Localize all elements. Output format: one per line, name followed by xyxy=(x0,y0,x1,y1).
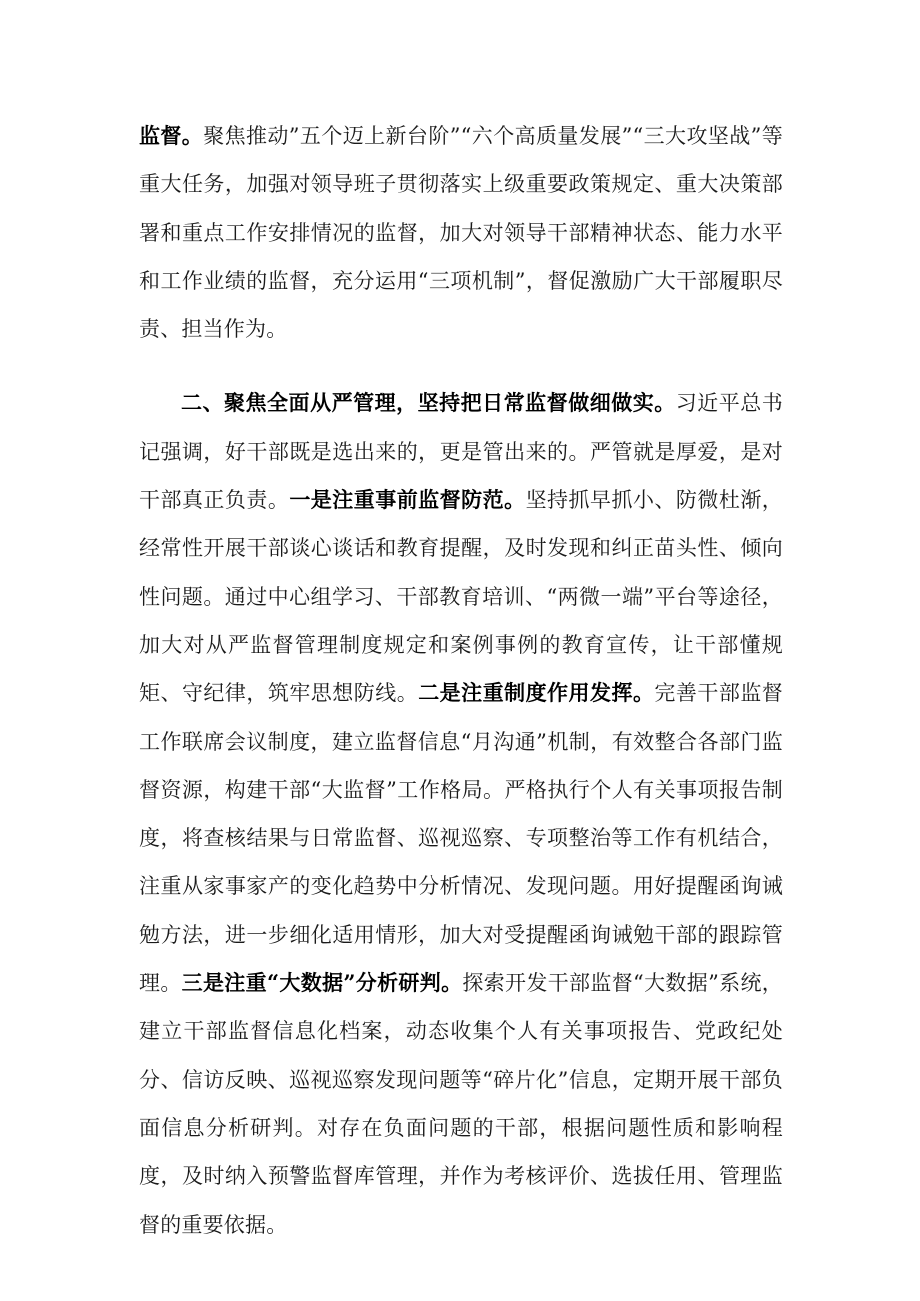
document-body xyxy=(139,112,783,1249)
paragraph-2-run-4: 坚持抓早抓小、防微杜渐，经常性开展干部谈心谈话和教育提醒，及时发现和纠正苗头性、倾向性问题。通过中心组学习、干部教育培训、“两微一端”平台等途径，加大对从严监督管理制度规定和案例事例的教育宣传，让干部懂规矩、守纪律，筑牢思想防线。 xyxy=(139,488,783,706)
paragraph-1-run-1: 监督。 xyxy=(139,123,204,148)
paragraph-1 xyxy=(139,112,783,353)
paragraph-2-run-8: 探索开发干部监督“大数据”系统，建立干部监督信息化档案，动态收集个人有关事项报告、党政纪处分、信访反映、巡视巡察发现问题等“碎片化”信息，定期开展干部负面信息分析研判。对存在负面问题的干部，根据问题性质和影响程度，及时纳入预警监督库管理，并作为考核评价、选拔任用、管理监督的重要依据。 xyxy=(139,971,783,1237)
paragraph-2 xyxy=(139,379,783,1248)
point-heading-2: 二是注重制度作用发挥。 xyxy=(418,680,655,706)
paragraph-1-run-2: 聚焦推动”五个迈上新台阶”“六个高质量发展”“三大攻坚战”等重大任务，加强对领导班子贯彻落实上级重要政策规定、重大决策部署和重点工作安排情况的监督，加大对领导干部精神状态、能力水平和工作业绩的监督，充分运用“三项机制”，督促激励广大干部履职尽责、担当作为。 xyxy=(139,124,783,342)
point-heading-1: 一是注重事前监督防范。 xyxy=(289,487,526,513)
section-heading-2: 二、聚焦全面从严管理，坚持把日常监督做细做实。 xyxy=(181,390,676,416)
paragraph-2-run-2: 习近平总书记强调，好干部既是选出来的，更是管出来的。严管就是厚爱，是对干部真正负责。 xyxy=(139,391,783,513)
paragraph-2-run-6: 完善干部监督工作联席会议制度，建立监督信息“月沟通”机制，有效整合各部门监督资源，构建干部“大监督”工作格局。严格执行个人有关事项报告制度，将查核结果与日常监督、巡视巡察、专项整治等工作有机结合，注重从家事家产的变化趋势中分析情况、发现问题。用好提醒函询诫勉方法，进一步细化适用情形，加大对受提醒函询诫勉干部的跟踪管理。 xyxy=(139,681,783,996)
point-heading-3: 三是注重“大数据”分析研判。 xyxy=(181,970,463,996)
